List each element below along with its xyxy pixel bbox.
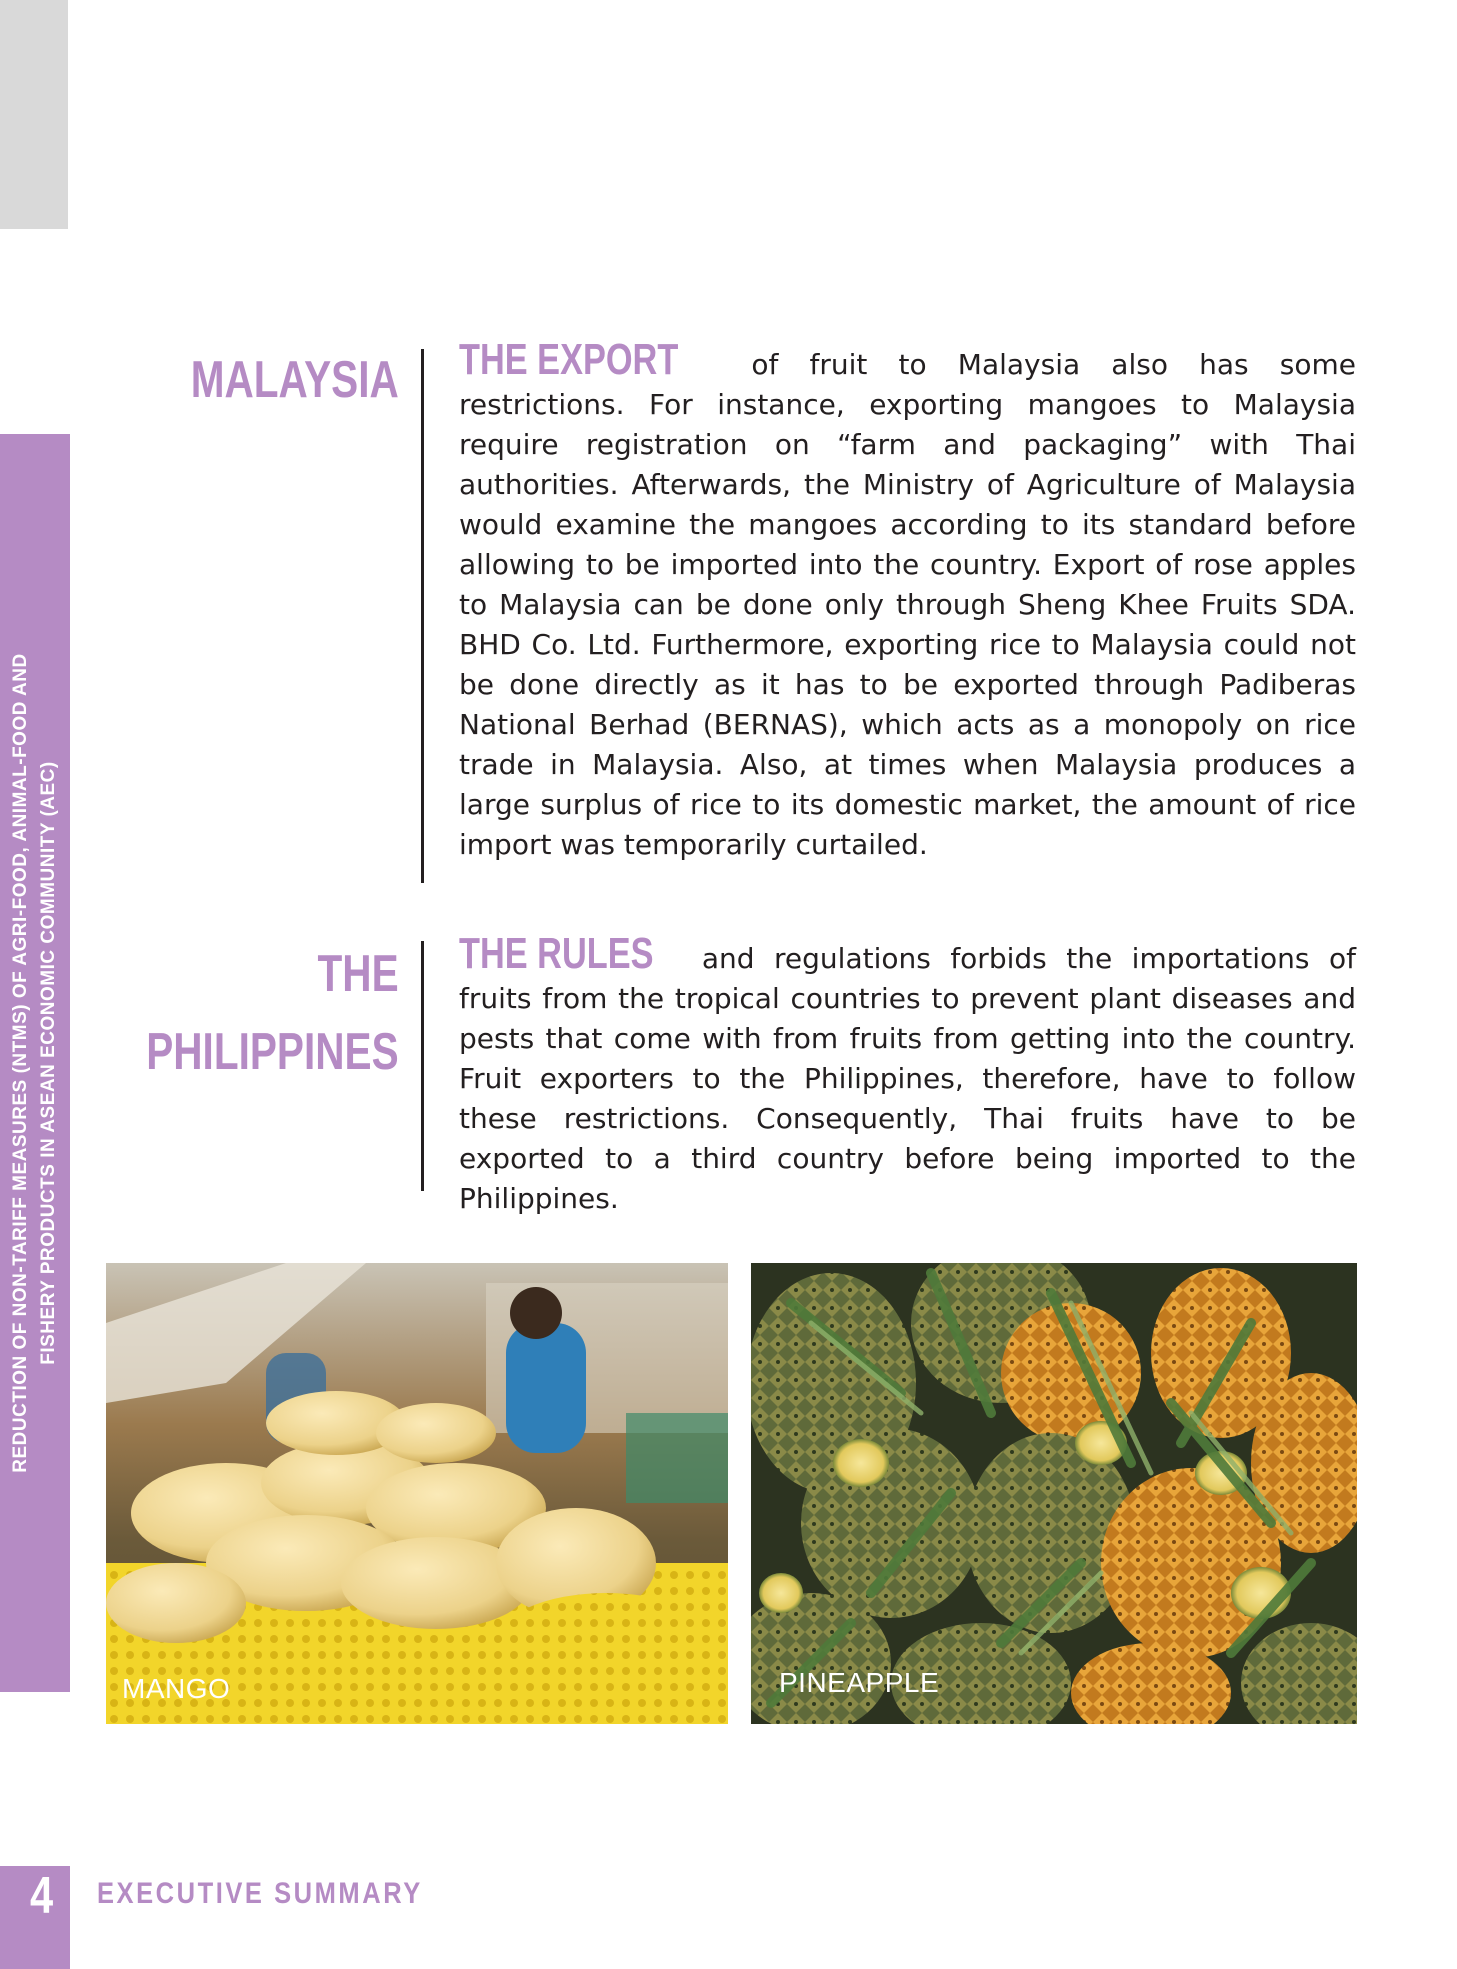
heading-malaysia-text: MALAYSIA	[190, 351, 399, 409]
heading-philippines-line-1: THE	[317, 945, 399, 1003]
caption-mango: MANGO	[122, 1673, 231, 1704]
caption-pineapple: PINEAPPLE	[779, 1667, 940, 1698]
section-divider-malaysia	[421, 349, 424, 883]
section-divider-philippines	[421, 941, 424, 1191]
mango-illustration	[106, 1263, 728, 1724]
lead-in-philippines: THE RULES	[459, 929, 654, 978]
side-title-line-1: REDUCTION OF NON-TARIFF MEASURES (NTMS) OF AGRI-FOOD, ANIMAL-FOOD AND	[10, 653, 31, 1473]
mango-photo	[106, 1263, 728, 1724]
page-number: 4	[30, 1867, 54, 1925]
corner-tab	[0, 0, 68, 229]
lead-in-malaysia: THE EXPORT	[459, 335, 679, 384]
heading-philippines-line-2: PHILIPPINES	[146, 1023, 399, 1081]
section-heading-philippines	[147, 935, 399, 1091]
paragraph-philippines	[459, 929, 1356, 1219]
footer-title: EXECUTIVE SUMMARY	[97, 1877, 423, 1910]
pineapple-illustration	[751, 1263, 1357, 1724]
section-heading-malaysia	[191, 341, 399, 419]
body-philippines: and regulations forbids the importations of fruits from the tropical countries to prevent plant diseases and pests that come with from fruits from getting into the country. Fruit exporters to the Philippines, therefore, have to follow these restrictions. Consequently, Thai fruits have to be exported to a third country before being imported to the Philippines.	[459, 942, 1356, 1215]
side-running-title	[7, 503, 63, 1623]
side-title-line-2: FISHERY PRODUCTS IN ASEAN ECONOMIC COMMUNITY (AEC)	[38, 761, 59, 1365]
paragraph-malaysia	[459, 335, 1356, 865]
body-malaysia: of fruit to Malaysia also has some restrictions. For instance, exporting mangoes to Malaysia require registration on “farm and packaging” with Thai authorities. Afterwards, the Ministry of Agriculture of Malaysia would examine the mangoes according to its standard before allowing to be imported into the country. Export of rose apples to Malaysia can be done only through Sheng Khee Fruits SDA. BHD Co. Ltd. Furthermore, exporting rice to Malaysia could not be done directly as it has to be exported through Padiberas National Berhad (BERNAS), which acts as a monopoly on rice trade in Malaysia. Also, at times when Malaysia produces a large surplus of rice to its domestic market, the amount of rice import was temporarily curtailed.	[459, 348, 1356, 861]
pineapple-photo	[751, 1263, 1357, 1724]
